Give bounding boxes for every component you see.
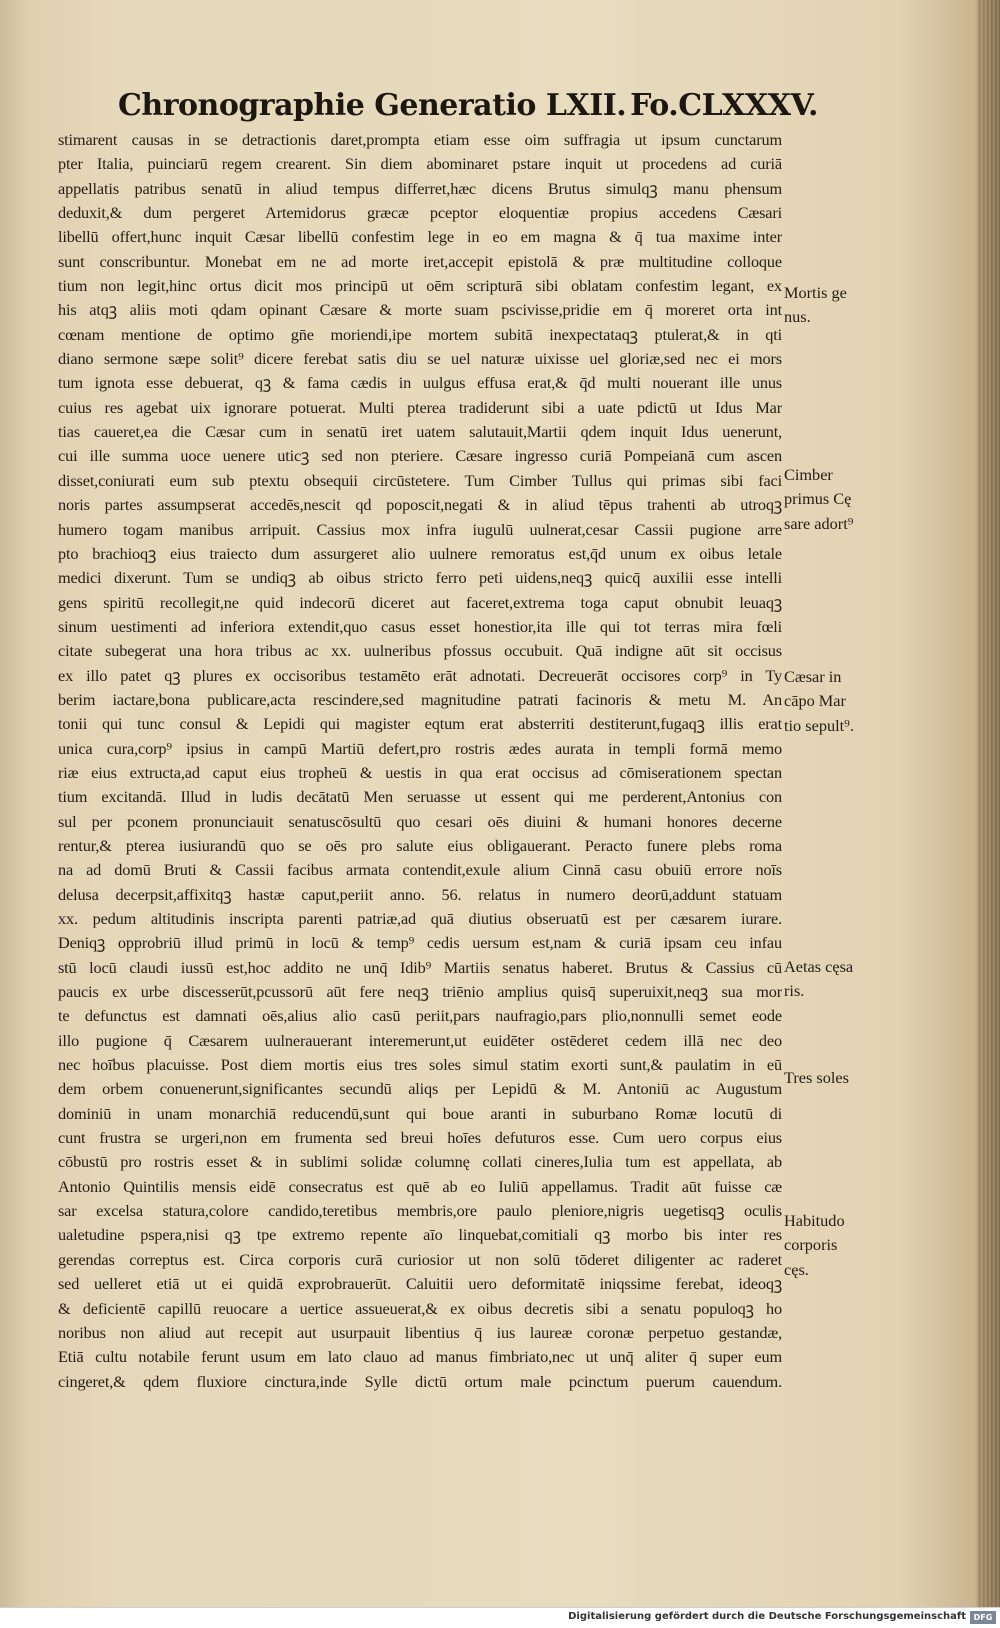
text-line: noris partes assumpserat accedēs,nescit qd poposcit,negati & in aliud tēpus trahenti ab utroqꝫ [58, 495, 782, 515]
text-line: cōbustū pro rostris esset & in sublimi solidæ columnę collati cineres,Iulia tum est appellata, ab [58, 1152, 782, 1172]
text-line: gens spiritū recollegit,ne quid indecorū diceret aut faceret,extrema toga caput obnubit leuaqꝫ [58, 592, 782, 612]
text-line: na ad domū Bruti & Cassii facibus armata contendit,exule alium Cinnā casu obuiū errore noīs [58, 860, 782, 880]
text-line: sinum uestimenti ad inferiora extendit,quo casus esset honestior,ita ille qui tot terras mira fœli [58, 616, 782, 636]
margin-note-aetas [784, 955, 876, 1004]
text-line: deduxit,& dum pergeret Artemidorus græcæ pceptor eloquentiæ propius accedens Cæsari [58, 203, 782, 223]
text-line: cœnam mentione de optimo gn̄e moriendi,ipe mortem subitā inexpectataqꝫ ptulerat,& in qti [58, 324, 782, 344]
text-line: dem orbem conuenerunt,significantes secundū aliqs per Lepidū & M. Antoniū ac Augustum [58, 1079, 782, 1099]
text-line: paucis ex urbe discesserūt,pcussorū aūt fere neqꝫ triēnio amplius quisq̄ superuixit,neqꝫ sua mor [58, 982, 782, 1002]
text-line: humero togam manibus arripuit. Cassius mox infra iugulū uulnerat,cesar Cassii pugione arre [58, 519, 782, 539]
margin-note-line: Aetas cęsa [784, 957, 854, 976]
margin-note-caesar-sepultus [784, 665, 876, 738]
text-line: riæ eius extructa,ad caput eius tropheū & uestis in qua erat occisus ad cōmiserationem spectan [58, 762, 782, 782]
margin-note-tres-soles [784, 1066, 876, 1090]
margin-note-line: nus. [784, 307, 811, 327]
margin-note-line: cāpo Mar [784, 691, 846, 711]
text-line: pto brachioqꝫ eius traiecto dum assurgeret alio uulnere remoratus est,q̄d unum ex oibus letale [58, 543, 782, 563]
margin-note-line: Cæsar in [784, 667, 842, 686]
running-header [118, 88, 818, 128]
funding-credit: Digitalisierung gefördert durch die Deutsche Forschungsgemeinschaft [568, 1611, 966, 1622]
text-line: pter Italia, puinciarū regem crearent. Sin diem abominaret pstare inquit ut procedens ad curiā [58, 154, 782, 174]
margin-note-habitudo [784, 1209, 876, 1282]
margin-note-line: corporis [784, 1235, 838, 1255]
text-line: xx. pedum altitudinis inscripta parenti patriæ,ad quā diutius obseruatū est per cæsarem iurare. [58, 909, 782, 928]
text-line: cingeret,& qdem fluxiore cinctura,inde Sylle dictū ortum male pcinctum puerum cauendum. [58, 1371, 782, 1391]
margin-note-line: cęs. [784, 1259, 809, 1279]
text-line: dominiū in unam monarchiā reducendū,sunt qui boue aranti in suburbano Romæ locutū di [58, 1103, 782, 1123]
margin-note-line: sare adort⁹ [784, 513, 854, 533]
text-line: tonii qui tunc consul & Lepidi qui magister eqtum erat absterriti destiterunt,fugaqꝫ illis erat [58, 714, 782, 734]
text-line: te defunctus est damnati oēs,alius alio casū periit,pars naufragio,pars plio,nonnulli semet eode [58, 1006, 782, 1026]
text-line: disset,coniurati eum sub ptextu obsequii circūstetere. Tum Cimber Tullus qui primas sibi faci [58, 470, 782, 490]
text-line: diano sermone sæpe solit⁹ dicere ferebat satis diu se uel naturæ uixisse uel gloriæ,sed nec ei mors [58, 349, 782, 369]
text-line: medici dixerunt. Tum se undiqꝫ ab oibus stricto ferro peti uidens,neqꝫ quicq̄ auxilii esse intelli [58, 568, 782, 588]
text-line: illo pugione q̄ Cæsarem uulnerauerant interemerunt,ut euidēter ostēderet cedem illā nec deo [58, 1030, 782, 1050]
text-line: unica cura,corp⁹ ipsius in campū Martiū defert,pro rostris ædes aurata in templi formā memo [58, 738, 782, 758]
text-line: cuius res agebat uix ignorare potuerat. Multi pterea tradiderunt sibi a uate pdictū ut Idus Mar [58, 397, 782, 417]
margin-note-line: Cimber [784, 465, 833, 484]
margin-note-line: Tres soles [784, 1068, 849, 1087]
text-line: appellatis patribus senatū in aliud tempus differret,hæc dicens Brutus simulqꝫ manu phensum [58, 178, 782, 198]
text-line: stimarent causas in se detractionis daret,prompta etiam esse oim suffragia ut ipsum cunctarum [58, 130, 782, 149]
header-title: Chronographie Generatio LXII. [118, 88, 627, 123]
text-line: rentur,& pterea iusiurandū quo se oēs pro salute eius obligauerant. Peracto funere plebs roma [58, 835, 782, 855]
text-line: cunt frustra se urgeri,non em frumenta sed breui hoīes defuturos esse. Cum uero corpus eius [58, 1128, 782, 1148]
digitization-footer [0, 1607, 1000, 1628]
text-line: sul per pconem pronunciauit senatuscōsultū quo cesari oēs diuini & humani honores decerne [58, 811, 782, 831]
text-line: tias caueret,ea die Cæsar cum in senatū iret uatem salutauit,Martii qdem inquit Idus uenerunt, [58, 422, 782, 442]
text-line: tium non legit,hinc ortus dicit mos principū ut oēm scripturā sibi oblatam confestim legant, ex [58, 276, 782, 296]
book-edge [978, 0, 1000, 1608]
text-line: tium excitandā. Illud in ludis decātatū Men seruasse ut essent qui me perderent,Antonius con [58, 787, 782, 807]
text-line: & deficientē capillū reuocare a uertice assueuerat,& ex oibus decretis sibi a senatu populoqꝫ ho [58, 1298, 782, 1318]
margin-note-line: Mortis ge [784, 283, 847, 302]
text-line: sar excelsa statura,colore candido,teretibus membris,ore paulo pleniore,nigris uegetisqꝫ oculis [58, 1201, 782, 1221]
text-line: cui ille summa uoce uenere uticꝫ sed non pteriere. Cæsare ingresso curiā Pompeianā cum ascen [58, 446, 782, 466]
text-line: libellū offert,hunc inquit Cæsar libellū confestim lege in eo em magna & q̄ tua maxime inter [58, 227, 782, 247]
text-line: gerendas correptus est. Circa corporis curā curiosior ut non solū tōderet diligenter ac raderet [58, 1249, 782, 1269]
text-line: sed uelleret etiā ut ei quidā exprobrauerūt. Caluitii uero deformitatē iniqssime ferebat, ideoqꝫ [58, 1274, 782, 1294]
text-line: ex illo patet qꝫ plures ex occisoribus testamēto erāt adnotati. Decreuerāt occisores corp⁹ in Ty [58, 665, 782, 685]
text-line: Antonio Quintilis mensis eidē consecratus est quē ab eo Iuliū appellamus. Tradit aūt fuisse cæ [58, 1176, 782, 1196]
text-line: sunt conscribuntur. Monebat em ne ad morte iret,accepit epistolā & præ multitudine colloque [58, 251, 782, 271]
margin-note-mortis-genus [784, 281, 876, 330]
margin-note-line: ris. [784, 981, 805, 1001]
text-line: noribus non aliud aut recepit aut usurpauit libentius q̄ ius laureæ coronæ perpetuo gestandæ, [58, 1322, 782, 1342]
margin-note-line: primus Cę [784, 489, 852, 509]
text-line: tum ignota esse debuerat, qꝫ & fama cædis in uulgus effusa erat,& q̄d multi nouerant ille unus [58, 373, 782, 393]
text-line: delusa decerpsit,affixitqꝫ hastæ caput,periit anno. 56. relatus in numero deorū,addunt statuam [58, 884, 782, 904]
text-line: berim iactare,bona publicare,acta rescindere,sed magnitudine patrati facinoris & metu M. An [58, 689, 782, 709]
text-line: stū locū claudi iussū est,hoc addito ne unq̄ Idib⁹ Martiis senatus haberet. Brutus & Cassius cū [58, 957, 782, 977]
margin-note-line: tio sepult⁹. [784, 715, 854, 735]
text-line: Etiā cultu notabile ferunt usum em lato clauo ad manus fimbriato,nec ut unq̄ aliter q̄ super eum [58, 1347, 782, 1367]
margin-note-cimber [784, 463, 876, 536]
text-line: nec hoībus placuisse. Post diem mortis eius tres soles simul statim exorti sunt,& paulatim in eū [58, 1055, 782, 1075]
folio-number: Fo.CLXXXV. [630, 88, 818, 123]
dfg-logo: DFG [970, 1611, 996, 1624]
text-line: citate subegerat una hora tribus ac xx. uulneribus pfossus occubuit. Quā indigne aūt sit occisus [58, 641, 782, 661]
text-line: Deniqꝫ opprobriū illud primū in locū & temp⁹ cedis uersum est,nam & curiā ipsam ceu infau [58, 933, 782, 953]
main-text-block [58, 128, 782, 1394]
text-line: ualetudine psperа,nisi qꝫ tpe extremo repente aīo linquebat,comitiali qꝫ morbo bis inter res [58, 1225, 782, 1245]
text-line: his atqꝫ aliis moti qdam opinant Cæsare & morte suam pscivisse,pridie em q̄ moreret orta int [58, 300, 782, 320]
margin-note-line: Habitudo [784, 1211, 845, 1230]
